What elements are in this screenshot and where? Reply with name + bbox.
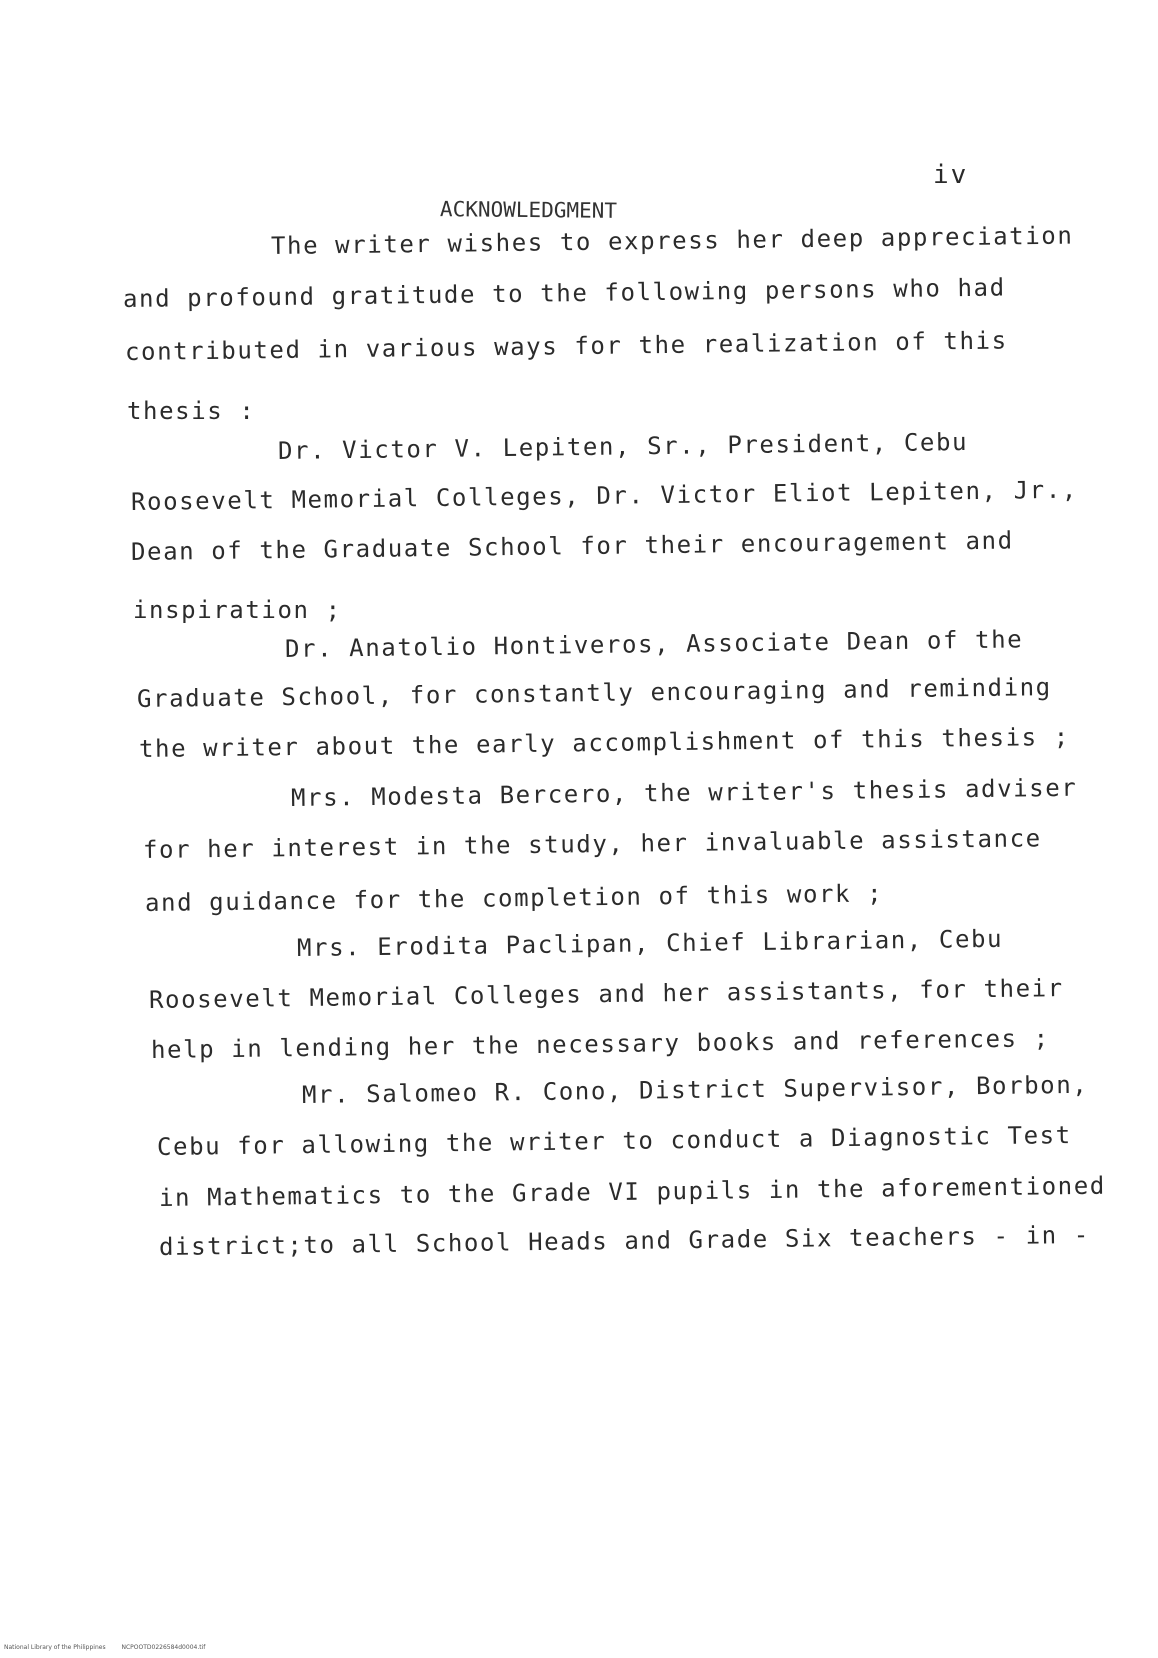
page-number: iv (933, 160, 969, 190)
text-line: for her interest in the study, her invaluable assistance (142, 824, 1042, 864)
footer-file: NCPOOTD0226584d0004.tif (121, 1644, 206, 1651)
text-line: The writer wishes to express her deep appreciation (270, 221, 1074, 260)
text-line: Dr. Victor V. Lepiten, Sr., President, Cebu (277, 427, 969, 465)
page-title: ACKNOWLEDGMENT (439, 197, 618, 223)
text-line: in Mathematics to the Grade VI pupils in the aforementioned (158, 1171, 1107, 1212)
text-line: Mrs. Modesta Bercero, the writer's thesis adviser (290, 773, 1078, 812)
text-line: Roosevelt Memorial Colleges and her assistants, for their (148, 974, 1064, 1014)
text-line: Roosevelt Memorial Colleges, Dr. Victor Eliot Lepiten, Jr., (130, 475, 1079, 516)
text-line: thesis : (127, 397, 256, 425)
text-line: district;to all School Heads and Grade Six teachers - in - (158, 1220, 1090, 1261)
text-line: contributed in various ways for the realization of this (124, 326, 1008, 366)
text-line: Dr. Anatolio Hontiveros, Associate Dean of the (284, 625, 1024, 663)
text-line: Cebu for allowing the writer to conduct a Diagnostic Test (156, 1121, 1072, 1161)
footer-library: National Library of the Philippines (4, 1644, 106, 1651)
text-line: Mr. Salomeo R. Cono, District Supervisor, Borbon, (301, 1070, 1089, 1109)
text-line: and guidance for the completion of this work ; (144, 879, 884, 917)
text-line: Graduate School, for constantly encouraging and reminding (136, 673, 1052, 713)
text-line: help in lending her the necessary books and references ; (150, 1024, 1050, 1064)
text-line: Dean of the Graduate School for their encouragement and (130, 526, 1014, 566)
scan-footer (4, 1644, 219, 1651)
text-line: Mrs. Erodita Paclipan, Chief Librarian, Cebu (296, 924, 1004, 962)
text-line: and profound gratitude to the following persons who had (122, 273, 1006, 313)
text-line: inspiration ; (133, 596, 342, 624)
text-line: the writer about the early accomplishment of this thesis ; (138, 722, 1070, 763)
